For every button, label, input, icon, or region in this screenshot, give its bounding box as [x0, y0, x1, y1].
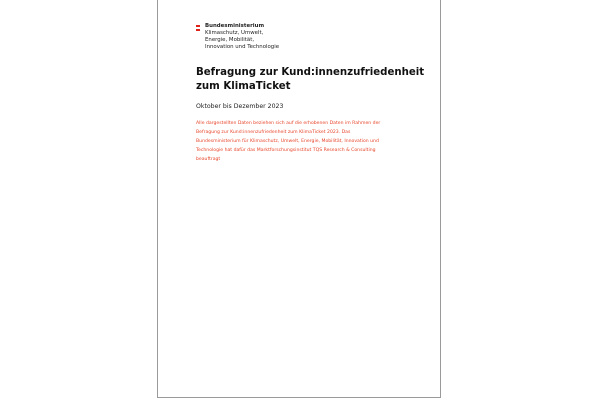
- date-range: Oktober bis Dezember 2023: [196, 103, 284, 110]
- document-title: [196, 66, 436, 94]
- ministry-name-line: Innovation und Technologie: [205, 44, 280, 50]
- document-page: [157, 0, 441, 398]
- disclaimer-line: Befragung zur Kund:innenzufriedenheit zum KlimaTicket 2023. Das: [196, 129, 351, 135]
- ministry-name-line: Bundesministerium: [205, 23, 265, 29]
- disclaimer-line: Alle dargestellten Daten beziehen sich auf die erhobenen Daten im Rahmen der: [196, 121, 381, 126]
- austrian-flag-icon: [196, 25, 200, 31]
- ministry-name-line: Energie, Mobilität,: [205, 37, 255, 43]
- document-title-line: zum KlimaTicket: [196, 81, 291, 92]
- disclaimer-note: [196, 120, 436, 165]
- disclaimer-line: beauftragt: [196, 156, 221, 162]
- document-title-line: Befragung zur Kund:innenzufriedenheit: [196, 67, 425, 78]
- ministry-name: [205, 23, 279, 51]
- disclaimer-line: Technologie hat dafür das Marktforschungsinstitut TQS Research & Consulting: [196, 147, 376, 153]
- ministry-name-line: Klimaschutz, Umwelt,: [205, 30, 264, 36]
- disclaimer-line: Bundesministerium für Klimaschutz, Umwelt, Energie, Mobilität, Innovation und: [196, 138, 379, 144]
